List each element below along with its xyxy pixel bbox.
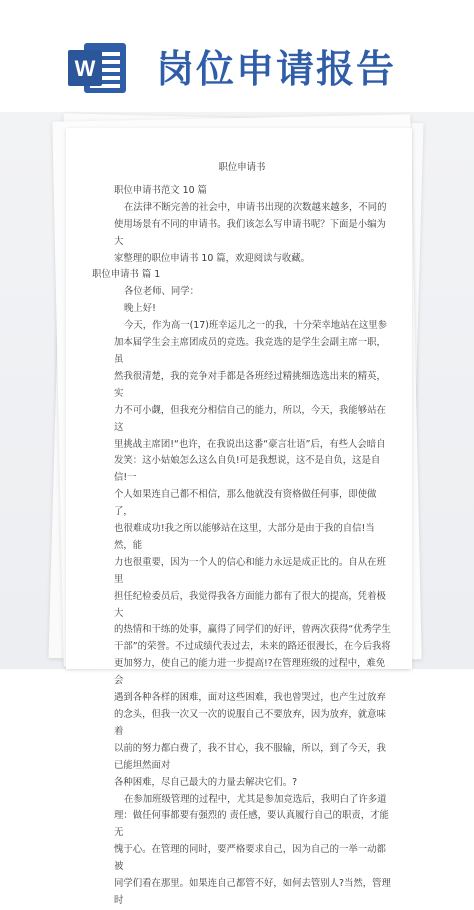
document-line: 愧于心。在管理的同时，要严格要求自己，因为自己的一举一动都被 xyxy=(114,844,386,873)
document-line: 各种困难，尽自己最大的力量去解决它们。? xyxy=(114,776,298,788)
document-title: 职位申请书 xyxy=(218,162,266,173)
document-line: 然我很清楚，我的竞争对手都是各班经过精挑细选选出来的精英，实 xyxy=(114,370,386,399)
document-line: 干部”的荣誉。不过成绩代表过去，未来的路还很漫长，在今后我将 xyxy=(114,641,391,653)
document-line: 担任纪检委员后，我觉得我各方面能力都有了很大的提高，凭着极大 xyxy=(114,590,386,619)
document-line: 加本届学生会主席团成员的竞选。我竞选的是学生会副主席一职，虽 xyxy=(114,337,386,365)
page-header xyxy=(0,0,474,112)
document-text xyxy=(92,183,392,910)
document-line: 职位申请书范文 10 篇 xyxy=(114,184,207,196)
document-line: 今天，作为高一(17)班幸运儿之一的我，十分荣幸地站在这里参 xyxy=(124,320,387,332)
document-line: 发笑：这小姑娘怎么这么自负!可是我想说，这不是自负，这是自信!一 xyxy=(114,455,381,484)
document-line: 家整理的职位申请书 10 篇，欢迎阅读与收藏。 xyxy=(114,252,311,264)
document-line: 个人如果连自己都不相信，那么他就没有资格做任何事，即使做了， xyxy=(114,489,377,518)
document-line: 力也很重要，因为一个人的信心和能力永远是成正比的。自从在班里 xyxy=(114,556,386,585)
document-line: 里挑战主席团!“也许，在我说出这番“豪言壮语”后，有些人会暗自 xyxy=(114,438,386,450)
document-line: 在参加班级管理的过程中，尤其是参加竞选后，我明白了许多道 xyxy=(124,793,387,805)
document-line: 晚上好! xyxy=(124,303,156,315)
document-line: 的热情和干练的处事，赢得了同学们的好评，曾两次获得“优秀学生 xyxy=(114,624,391,636)
document-line: 遇到各种各样的困难，面对这些困难，我也曾哭过，也产生过放弃 xyxy=(114,692,386,704)
document-line: 更加努力，使自己的能力进一步提高!?在管理班级的过程中，难免会 xyxy=(114,658,386,687)
document-line: 也很难成功!我之所以能够站在这里，大部分是由于我的自信!当然，能 xyxy=(114,523,375,551)
document-line: 在法律不断完善的社会中，申请书出现的次数越来越多，不同的 xyxy=(124,201,387,213)
document-line: 力不可小觑，但我充分相信自己的能力，所以，今天，我能够站在这 xyxy=(114,404,386,433)
document-body xyxy=(92,160,392,910)
document-line: 理：做任何事都要有强烈的 责任感，要认真履行自己的职责，才能无 xyxy=(114,810,389,839)
document-line: 同学们看在那里。如果连自己都管不好，如何去管别人?当然，管理时 xyxy=(114,878,391,906)
document-line: 以前的努力都白费了，我不甘心，我不服输，所以，到了今天，我已能坦然面对 xyxy=(114,742,386,771)
document-line: 职位申请书 篇 1 xyxy=(92,269,161,281)
document-line: 使用场景有不同的申请书。我们该怎么写申请书呢？下面是小编为大 xyxy=(114,218,386,247)
document-line: 各位老师、同学： xyxy=(124,286,200,298)
word-document-icon xyxy=(66,40,128,96)
document-line: 的念头，但我一次又一次的说服自己不要放弃，因为放弃，就意味着 xyxy=(114,709,386,737)
page-title: 岗位申请报告 xyxy=(156,47,397,91)
word-icon-letter: W xyxy=(74,56,96,81)
